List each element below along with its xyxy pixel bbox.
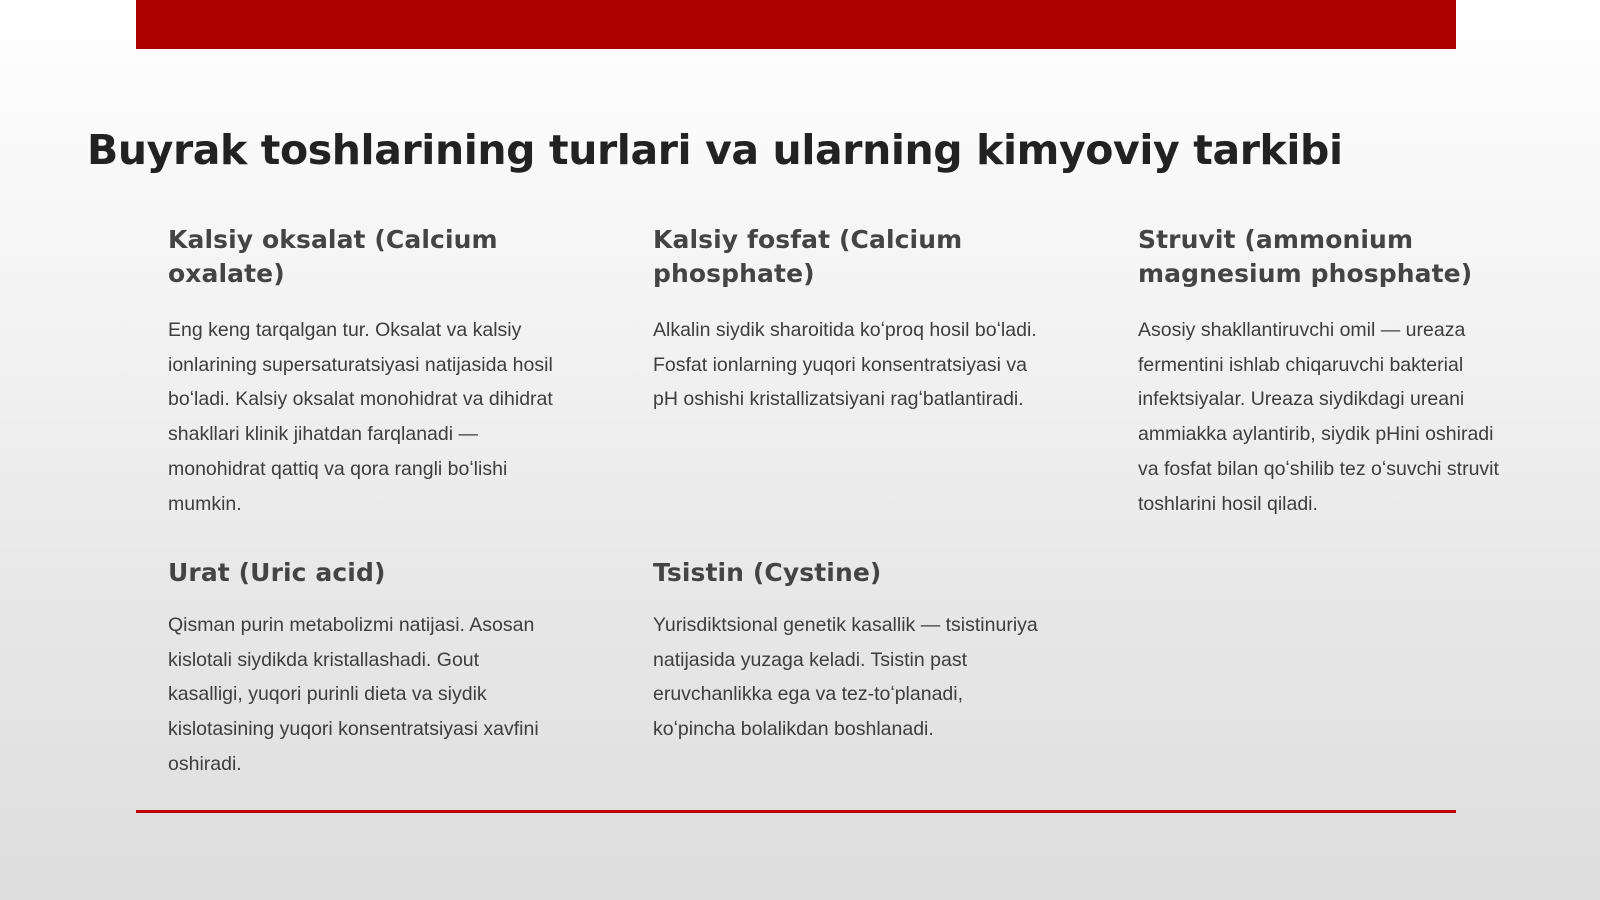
stone-type-card-uric-acid — [168, 556, 558, 782]
card-heading: Tsistin (Cystine) — [653, 558, 882, 587]
stone-type-card-calcium-phosphate — [653, 223, 1043, 417]
card-heading: Urat (Uric acid) — [168, 558, 386, 587]
slide-title: Buyrak toshlarining turlari va ularning kimyoviy tarkibi — [87, 126, 1343, 174]
card-body: Eng keng tarqalgan tur. Oksalat va kalsiy ionlarining supersaturatsiyasi natijasida hosil boʻladi. Kalsiy oksalat monohidrat va dihidrat shakllari klinik jihatdan farqlanadi — monohidrat qattiq va qora rangli boʻlishi mumkin. — [168, 319, 553, 515]
card-body: Asosiy shakllantiruvchi omil — ureaza fermentini ishlab chiqaruvchi bakterial infektsiyalar. Ureaza siydikdagi ureani ammiakka aylantirib, siydik pHini oshiradi va fosfat bilan qoʻshilib tez oʻsuvchi struvit toshlarini hosil qiladi. — [1138, 319, 1499, 515]
card-heading: Kalsiy oksalat (Calcium oxalate) — [168, 225, 498, 288]
stone-type-card-cystine — [653, 556, 1043, 747]
card-body: Alkalin siydik sharoitida koʻproq hosil boʻladi. Fosfat ionlarning yuqori konsentratsiyasi va pH oshishi kristallizatsiyani ragʻbatlantiradi. — [653, 319, 1037, 411]
stone-type-card-calcium-oxalate — [168, 223, 558, 521]
card-body: Yurisdiktsional genetik kasallik — tsistinuriya natijasida yuzaga keladi. Tsistin past eruvchanlikka ega va tez-toʻplanadi, koʻpincha bolalikdan boshlanadi. — [653, 614, 1038, 741]
card-body: Qisman purin metabolizmi natijasi. Asosan kislotali siydikda kristallashadi. Gout kasalligi, yuqori purinli dieta va siydik kislotasining yuqori konsentratsiyasi xavfini oshiradi. — [168, 614, 539, 775]
stone-type-card-struvite — [1138, 223, 1508, 521]
card-heading: Struvit (ammonium magnesium phosphate) — [1138, 225, 1473, 288]
bottom-divider-line — [136, 810, 1456, 813]
card-heading: Kalsiy fosfat (Calcium phosphate) — [653, 225, 963, 288]
top-accent-bar — [136, 0, 1456, 49]
